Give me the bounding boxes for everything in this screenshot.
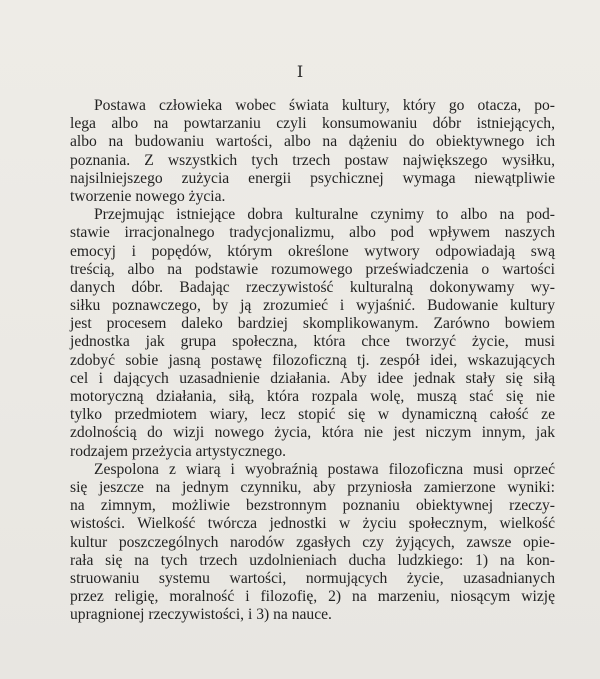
text-line: struowaniu systemu wartości, normujących życie, uzasadnianych	[70, 569, 555, 587]
body-text	[70, 97, 555, 624]
text-line: tylko przedmiotem wiary, lecz stopić się w dynamiczną całość ze	[70, 406, 555, 424]
text-line: Przejmując istniejące dobra kulturalne czynimy to albo na pod-	[94, 206, 555, 224]
text-line: Zespolona z wiarą i wyobraźnią postawa filozoficzna musi oprzeć	[94, 460, 555, 478]
text-line: tworzenie nowego życia.	[70, 187, 226, 205]
text-line: upragnionej rzeczywistości, i 3) na nauce.	[70, 606, 332, 624]
paragraph	[70, 206, 555, 461]
text-line: jest procesem daleko bardziej skomplikowanym. Zarówno bowiem	[70, 315, 555, 333]
text-line: treścią, albo na podstawie rozumowego przeświadczenia o wartości	[70, 260, 555, 278]
text-line: się jeszcze na jednym czynniku, aby przyniosła zamierzone wyniki:	[70, 478, 555, 496]
text-line: emocyj i popędów, którym określone wytwory odpowiadają swą	[70, 242, 555, 260]
text-line: siłku poznawczego, by ją zrozumieć i wyjaśnić. Budowanie kultury	[70, 297, 555, 315]
text-line: Postawa człowieka wobec świata kultury, który go otacza, po-	[94, 97, 555, 114]
text-line: cel i dających uzasadnienie działania. Aby idee jednak stały się siłą	[70, 369, 555, 387]
text-line: stawie irracjonalnego tradycjonalizmu, albo pod wpływem naszych	[70, 224, 555, 242]
text-line: najsilniejszego zużycia energii psychicznej wymaga niewątpliwie	[70, 169, 555, 187]
text-line: zdobyć sobie jasną postawę filozoficzną tj. zespół idei, wskazujących	[70, 351, 555, 369]
text-line: przez religię, moralność i filozofię, 2) na marzeniu, niosącym wizję	[70, 588, 555, 606]
text-line: rodzajem przeżycia artystycznego.	[70, 442, 287, 460]
paragraph	[70, 97, 555, 206]
text-line: motoryczną działania, siłą, która rozpala wolę, muszą stać się nie	[70, 388, 555, 405]
text-line: zdolnością do wizji nowego życia, która nie jest niczym innym, jak	[70, 424, 555, 442]
text-line: jednostka jak grupa społeczna, która chce tworzyć życie, musi	[70, 333, 555, 351]
text-line: rała się na tych trzech uzdolnieniach ducha ludzkiego: 1) na kon-	[70, 551, 555, 569]
text-line: wistości. Wielkość twórcza jednostki w życiu społecznym, wielkość	[70, 515, 555, 533]
text-line: na zimnym, możliwie bezstronnym poznaniu obiektywnej rzeczy-	[70, 497, 555, 515]
text-line: danych dóbr. Badając rzeczywistość kulturalną dokonywamy wy-	[70, 278, 555, 296]
text-line: kultur poszczególnych narodów zgasłych czy żyjących, zawsze opie-	[70, 533, 555, 551]
text-line: poznania. Z wszystkich tych trzech postaw największego wysiłku,	[70, 151, 555, 169]
paragraph	[70, 461, 555, 625]
text-line: albo na budowaniu wartości, albo na dążeniu do obiektywnego ich	[70, 133, 555, 151]
chapter-heading: I	[296, 62, 304, 81]
text-line: lega albo na powtarzaniu czyli konsumowaniu dóbr istniejących,	[70, 115, 555, 133]
